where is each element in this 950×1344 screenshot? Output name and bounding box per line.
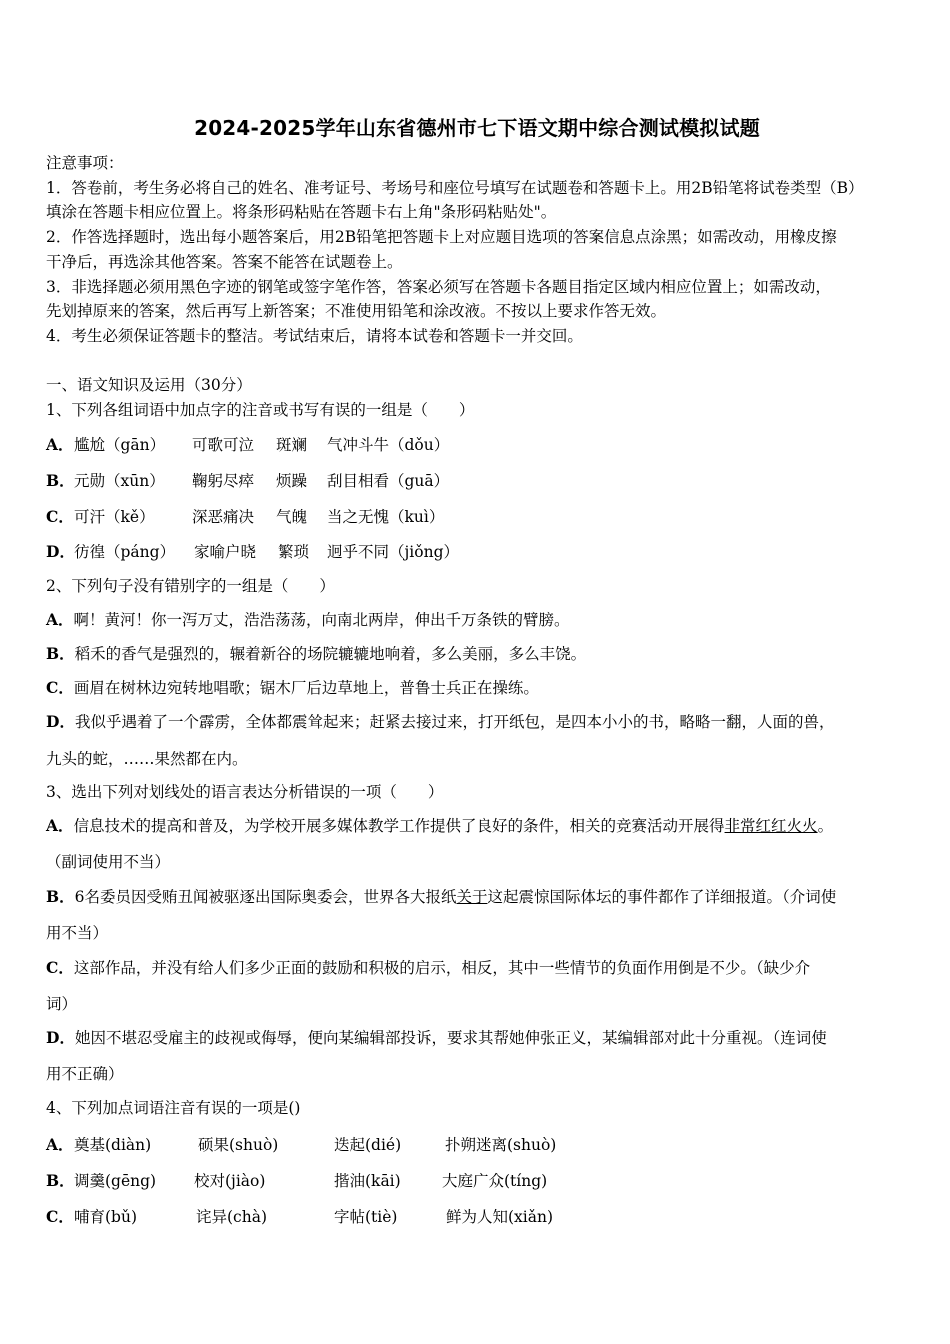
option-item: 扑朔迷离(shuò) [445, 1136, 557, 1154]
section-heading: 一、语文知识及运用（30分） [46, 376, 252, 394]
option-label: B． [46, 1171, 75, 1190]
question-4-stem: 4、下列加点词语注音有误的一项是() [46, 1099, 301, 1117]
q2-option-b [46, 644, 586, 664]
q2-option-d-cont: 九头的蛇，……果然都在内。 [46, 750, 248, 768]
option-label: D． [46, 1028, 75, 1047]
q3-option-a-cont: （副词使用不当） [46, 853, 171, 871]
option-label: A． [46, 610, 74, 629]
q3-option-b-cont: 用不当） [46, 924, 109, 942]
notice-line: 1．答卷前，考生务必将自己的姓名、准考证号、考场号和座位号填写在试题卷和答题卡上。用2B铅笔将试卷类型（B） [46, 179, 864, 197]
underlined-text: 非常红红火火 [724, 817, 818, 835]
option-item: 家喻户晓 [194, 543, 257, 561]
option-item: 繁琐 [278, 543, 310, 561]
option-text: 6名委员因受贿丑闻被驱逐出国际奥委会，世界各大报纸 [74, 888, 457, 906]
option-label: D． [46, 542, 75, 561]
page-title: 2024-2025学年山东省德州市七下语文期中综合测试模拟试题 [194, 116, 760, 140]
question-3-stem: 3、选出下列对划线处的语言表达分析错误的一项（ ） [46, 783, 444, 801]
q1-option-b [46, 469, 908, 489]
option-label: A． [46, 1135, 74, 1154]
q4-option-c [46, 1205, 908, 1225]
option-item: 哺育(bǔ) [74, 1208, 137, 1226]
option-text: 我似乎遇着了一个霹雳，全体都震耸起来；赶紧去接过来，打开纸包，是四本小小的书，略略一翻，人面的兽， [74, 713, 835, 731]
q3-option-a [46, 816, 833, 836]
option-text: 。 [817, 817, 834, 835]
q2-option-a [46, 610, 570, 630]
option-item: 揩油(kāi) [334, 1172, 401, 1190]
question-2-stem: 2、下列句子没有错别字的一组是（ ） [46, 577, 335, 595]
option-label: A． [46, 435, 74, 454]
notice-line: 先划掉原来的答案，然后再写上新答案；不准使用铅笔和涂改液。不按以上要求作答无效。 [46, 302, 667, 320]
option-text: 啊！黄河！你一泻万丈，浩浩荡荡，向南北两岸，伸出千万条铁的臂膀。 [73, 611, 570, 629]
q4-option-a [46, 1133, 908, 1153]
q1-option-a [46, 433, 908, 453]
q1-option-d [46, 540, 908, 560]
q3-option-b [46, 887, 836, 907]
option-item: 刮目相看（guā） [327, 472, 450, 490]
option-item: 元勋（xūn） [74, 472, 165, 490]
option-text: 信息技术的提高和普及，为学校开展多媒体教学工作提供了良好的条件，相关的竞赛活动开展得 [73, 817, 725, 835]
option-item: 诧异(chà) [196, 1208, 267, 1226]
option-text: 这起震惊国际体坛的事件都作了详细报道。（介词使 [487, 888, 837, 906]
option-text: 这部作品，并没有给人们多少正面的鼓励和积极的启示，相反，其中一些情节的负面作用倒是不少。（缺少介 [73, 959, 811, 977]
notice-line: 填涂在答题卡相应位置上。将条形码粘贴在答题卡右上角"条形码粘贴处"。 [46, 203, 557, 221]
option-item: 大庭广众(tíng) [442, 1172, 548, 1190]
q3-option-d-cont: 用不正确） [46, 1065, 124, 1083]
option-item: 斑斓 [276, 436, 308, 454]
option-label: A． [46, 816, 74, 835]
q2-option-c [46, 678, 539, 698]
option-item: 奠基(diàn) [74, 1136, 152, 1154]
option-item: 鞠躬尽瘁 [192, 472, 255, 490]
q3-option-c [46, 958, 810, 978]
option-label: C． [46, 1207, 74, 1226]
question-1-stem: 1、下列各组词语中加点字的注音或书写有误的一组是（ ） [46, 401, 475, 419]
option-item: 尴尬（gān） [74, 436, 166, 454]
option-item: 可汗（kě） [74, 508, 155, 526]
option-text: 稻禾的香气是强烈的，辗着新谷的场院辘辘地响着，多么美丽，多么丰饶。 [74, 645, 587, 663]
q3-option-c-cont: 词） [46, 995, 78, 1013]
q4-option-b [46, 1169, 908, 1189]
option-item: 彷徨（páng） [74, 543, 176, 561]
notice-line: 2．作答选择题时，选出每小题答案后，用2B铅笔把答题卡上对应题目选项的答案信息点涂黑；如需改动，用橡皮擦 [46, 228, 837, 246]
underlined-text: 关于 [456, 888, 488, 906]
option-label: C． [46, 958, 74, 977]
option-item: 烦躁 [276, 472, 308, 490]
option-item: 校对(jiào) [194, 1172, 266, 1190]
notice-heading: 注意事项： [46, 154, 124, 172]
option-label: B． [46, 471, 75, 490]
option-text: 画眉在树林边宛转地唱歌；锯木厂后边草地上，普鲁士兵正在操练。 [73, 679, 539, 697]
option-label: C． [46, 678, 74, 697]
option-item: 字帖(tiè) [334, 1208, 398, 1226]
option-item: 气冲斗牛（dǒu） [327, 436, 450, 454]
option-label: B． [46, 644, 75, 663]
option-item: 迭起(dié) [334, 1136, 402, 1154]
option-item: 气魄 [276, 508, 308, 526]
option-item: 鲜为人知(xiǎn) [446, 1208, 554, 1226]
option-item: 调羹(gēng) [74, 1172, 157, 1190]
notice-line: 3．非选择题必须用黑色字迹的钢笔或签字笔作答，答案必须写在答题卡各题目指定区域内相应位置上；如需改动， [46, 278, 831, 296]
option-item: 硕果(shuò) [198, 1136, 279, 1154]
option-label: B． [46, 887, 75, 906]
q2-option-d [46, 712, 834, 732]
notice-line: 干净后，再选涂其他答案。答案不能答在试题卷上。 [46, 253, 403, 271]
q1-option-c [46, 505, 908, 525]
option-item: 可歌可泣 [192, 436, 255, 454]
option-item: 当之无愧（kuì） [327, 508, 445, 526]
notice-line: 4．考生必须保证答题卡的整洁。考试结束后，请将本试卷和答题卡一并交回。 [46, 327, 583, 345]
q3-option-d [46, 1028, 827, 1048]
option-item: 迥乎不同（jiǒng） [327, 543, 460, 561]
option-label: C． [46, 507, 74, 526]
option-text: 她因不堪忍受雇主的歧视或侮辱，便向某编辑部投诉，要求其帮她伸张正义，某编辑部对此十分重视。（连词使 [74, 1029, 827, 1047]
option-label: D． [46, 712, 75, 731]
option-item: 深恶痛决 [192, 508, 255, 526]
